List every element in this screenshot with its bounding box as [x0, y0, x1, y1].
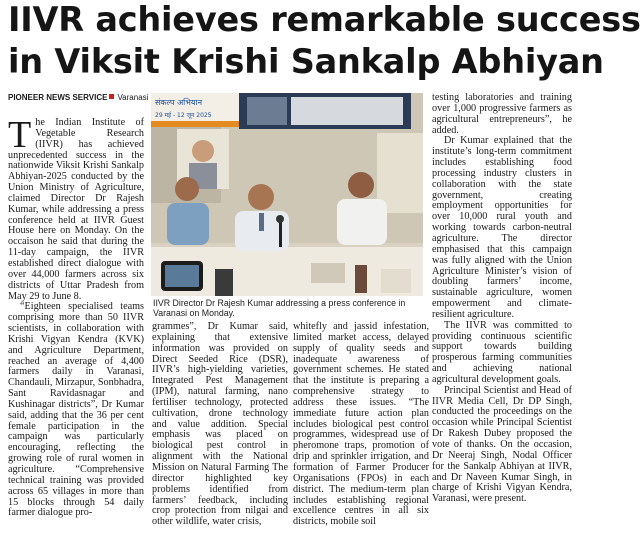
paragraph: grammes”, Dr Kumar said, explaining that extensive information was provided on Direct Seeded Rice (DSR), IIVR’s high-yielding varieties, Integrated Pest Management (IPM), natural farming, nano fertiliser technology, protected cultivation, drone technology and value addition. Special emphasis was placed on biological pest control in alignment with the National Mission on Natural Farming The director highlighted key problems identified from farmers’ feedback, including crop protection from nilgai and other wildlife, water crisis,: [152, 321, 288, 528]
article-column-1: [8, 114, 144, 549]
paragraph: whitefly and jassid infestation, limited market access, delayed supply of quality seeds and inadequate awareness of government schemes. He stated that the institute is preparing a comprehensive strategy to address these issues. “The immediate future action plan includes biological pest control programmes, widespread use of pheromone traps, promotion of drip and sprinkler irrigation, and formation of Farmer Producer Organisations (FPOs) in each district. The medium-term plan includes establishing regional excellence centres in all six districts, mobile soil: [293, 321, 429, 528]
headline-line-2: in Viksit Krishi Sankalp Abhiyan: [8, 42, 604, 81]
red-square-icon: [109, 94, 114, 99]
headline-line-1: IIVR achieves remarkable success: [8, 0, 641, 39]
photo-caption: IIVR Director Dr Rajesh Kumar addressing a press conference in Varanasi on Monday.: [153, 298, 406, 318]
press-conference-photo: [151, 93, 423, 296]
drop-cap: T: [8, 114, 32, 156]
article-column-2: [152, 322, 288, 549]
paragraph: “Eighteen specialised teams comprising more than 50 IIVR scientists, in collaboration with Krishi Vigyan Kendra (KVK) and Agriculture Department, reached an average of 4,400 farmers daily in Varanasi, Chandauli, Mirzapur, Sonbhadra, Sant Ravidasnagar and Kushinagar districts”, Dr Kumar said, adding that the 36 per cent female participation in the campaign was particularly encouraging, reflecting the growing role of rural women in agriculture. “Comprehensive technical training was provided across 65 villages in more than 15 blocks through 54 daily farmer dialogue pro-: [8, 301, 144, 519]
news-service: PIONEER NEWS SERVICE: [8, 93, 108, 102]
banner-text: संकल्प अभियान: [155, 98, 203, 107]
article-column-4: [432, 93, 572, 549]
paragraph: testing laboratories and training over 1,000 progressive farmers as agricultural entrepreneurs”, he added.: [432, 92, 572, 136]
paragraph: Principal Scientist and Head of IIVR Media Cell, Dr DP Singh, conducted the proceedings on the occasion while Principal Scientist Dr Rakesh Dubey proposed the vote of thanks. On the occasion, Dr Neeraj Singh, Nodal Officer for the Sankalp Abhiyan at IIVR, and Dr Naveen Kumar Singh, in charge of Krishi Vigyan Kendra, Varanasi, were present.: [432, 384, 572, 505]
paragraph: The IIVR was committed to providing continuous scientific support towards building prosperous farming communities and achieving national agricultural development goals.: [432, 319, 572, 385]
article-column-3: [293, 322, 429, 549]
byline: [8, 93, 148, 102]
headline: [0, 0, 641, 84]
dateline-city: Varanasi: [117, 93, 149, 102]
paragraph: Dr Kumar explained that the institute’s long-term commitment includes establishing food processing industry clusters in collaboration with the state government, creating employment opportunities for over 10,000 rural youth and working towards carbon-neutral agriculture. The director emphasised that this campaign was fully aligned with the Union Agriculture Minister’s vision of doubling farmers’ income, sustainable agriculture, women empowerment and climate-resilient agriculture.: [432, 135, 572, 320]
paragraph: he Indian Institute of Vegetable Research (IIVR) has achieved unprecedented success in the nationwide Viksit Krishi Sankalp Abhiyan-2025 conducted by the Union Ministry of Agriculture, claimed Director Dr Rajesh Kumar, while addressing a press conference held at IIVR Guest House here on Monday. On the occaison he said that during the 11-day campaign, the IIVR established direct dialogue with over 44,000 farmers across six districts of Uttar Pradesh from May 29 to June 8.: [8, 117, 144, 302]
banner-date: 29 मई - 12 जून 2025: [155, 112, 212, 119]
